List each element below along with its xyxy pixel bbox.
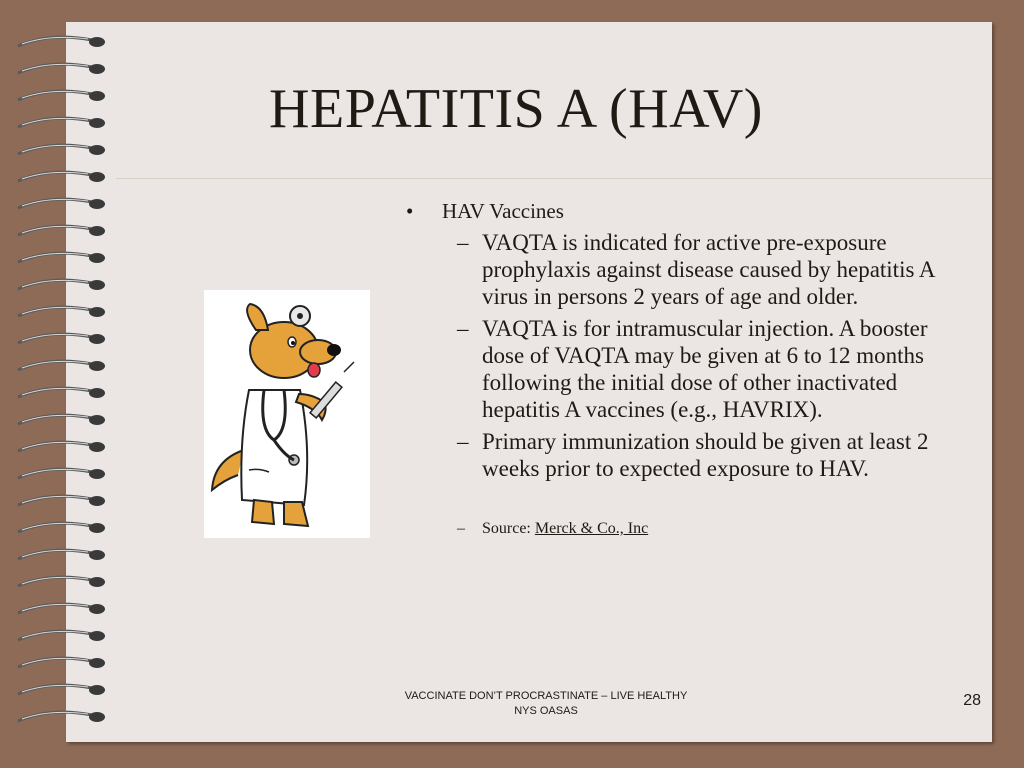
dog-doctor-illustration [204, 290, 370, 538]
spiral-ring [18, 523, 105, 533]
slide-content [406, 198, 976, 540]
spiral-ring [18, 469, 105, 479]
spiral-ring [18, 577, 105, 587]
sub-point-text: VAQTA is for intramuscular injection. A booster dose of VAQTA may be given at 6 to 12 months following the initial dose of other inactivated hepatitis A vaccines (e.g., HAVRIX). [482, 316, 928, 422]
spiral-ring [18, 631, 105, 641]
spiral-ring [18, 361, 105, 371]
dash-marker: – [457, 230, 469, 255]
spiral-ring [18, 253, 105, 263]
spiral-ring [18, 388, 105, 398]
slide-footer [346, 689, 746, 719]
footer-line-2: NYS OASAS [514, 705, 578, 717]
title-divider [116, 178, 992, 179]
spiral-ring [18, 307, 105, 317]
slide-page [66, 22, 992, 742]
source-line [457, 518, 976, 540]
sub-point-text: Primary immunization should be given at least 2 weeks prior to expected exposure to HAV. [482, 429, 929, 481]
source-prefix: Source: [482, 520, 535, 537]
spiral-ring [18, 550, 105, 560]
spiral-binding-svg [0, 22, 120, 742]
spiral-ring [18, 415, 105, 425]
spiral-binding-icon [0, 22, 120, 742]
source-link[interactable]: Merck & Co., Inc [534, 520, 649, 537]
spiral-ring [18, 226, 105, 236]
bullet-text: HAV Vaccines [442, 199, 564, 223]
spiral-ring [18, 685, 105, 695]
spiral-ring [18, 604, 105, 614]
slide-title: HEPATITIS A (HAV) [269, 78, 763, 140]
sub-point-text: VAQTA is indicated for active pre-exposure prophylaxis against disease caused by hepatitis A virus in persons 2 years of age and older. [482, 230, 935, 309]
spiral-ring [18, 145, 105, 155]
page-number: 28 [963, 692, 981, 709]
bullet-dot: • [406, 199, 414, 223]
spiral-ring [18, 496, 105, 506]
dog-doctor-icon [204, 290, 370, 538]
spiral-ring [18, 712, 105, 722]
spiral-ring [18, 37, 105, 47]
sub-point [457, 428, 976, 482]
sub-point [457, 229, 976, 310]
spiral-ring [18, 91, 105, 101]
spiral-ring [18, 172, 105, 182]
dash-marker: – [457, 520, 465, 537]
spiral-ring [18, 334, 105, 344]
spiral-ring [18, 658, 105, 668]
spiral-ring [18, 64, 105, 74]
dash-marker: – [457, 316, 469, 341]
bullet-item [406, 198, 976, 224]
spiral-ring [18, 118, 105, 128]
footer-line-1: VACCINATE DON’T PROCRASTINATE – LIVE HEALTHY [404, 690, 688, 702]
spiral-ring [18, 442, 105, 452]
spiral-ring [18, 280, 105, 290]
dash-marker: – [457, 429, 469, 454]
sub-point [457, 315, 976, 423]
spiral-ring [18, 199, 105, 209]
